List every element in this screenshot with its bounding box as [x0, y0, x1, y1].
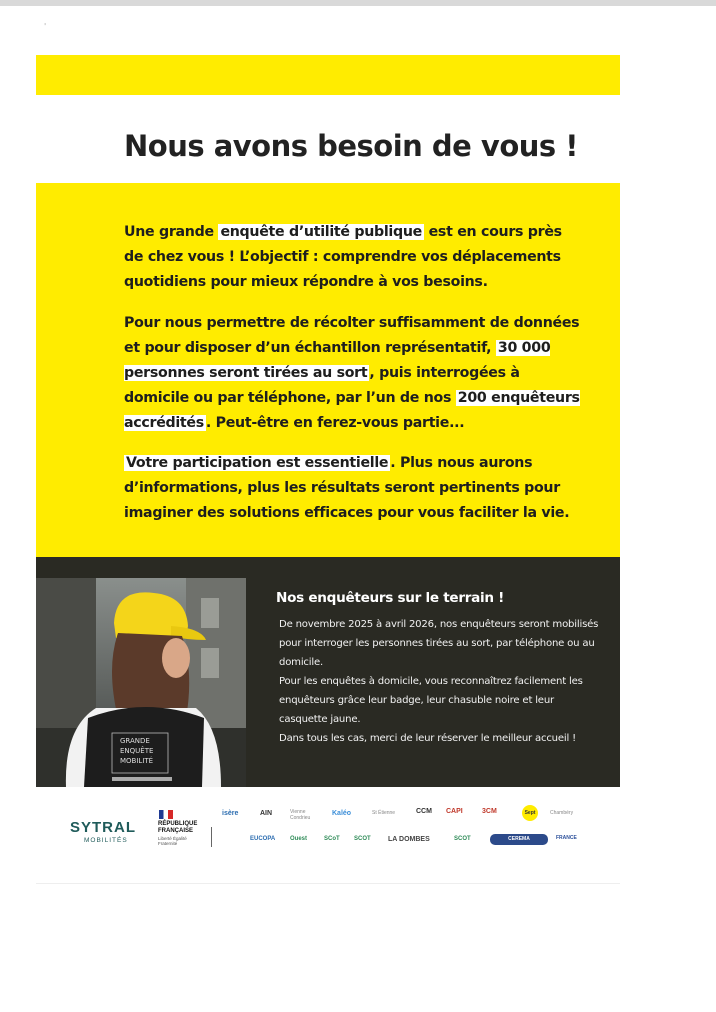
collect-text-1: Pour nous permettre de récolter suffisamment de données et pour disposer d’un échantillon représentatif, — [124, 315, 580, 356]
collect-highlight-1: 30 000 personnes seront tirées au sort — [124, 340, 551, 381]
intro-paragraph — [124, 220, 584, 295]
republique-motto: Liberté Égalité Fraternité — [158, 836, 187, 846]
collect-highlight-2: 200 enquêteurs accrédités — [124, 390, 580, 431]
scan-edge — [0, 0, 716, 6]
logo-isere: isère — [222, 810, 239, 817]
terrain-line-1: De novembre 2025 à avril 2026, nos enquêteurs seront mobilisés pour interroger les personnes tirées au sort, par téléphone ou au domicile. — [279, 619, 599, 668]
logo-vienne: Vienne Condrieu — [290, 809, 311, 821]
logo-ouest: Ouest — [290, 836, 308, 842]
page-title: Nous avons besoin de vous ! — [124, 129, 578, 163]
logo-st-etienne: St Étienne — [372, 810, 396, 816]
intro-highlight: enquête d’utilité publique — [220, 224, 422, 240]
participation-text: . Plus nous aurons d’informations, plus les résultats seront pertinents pour imaginer des solutions efficaces pour vous faciliter la vie. — [124, 455, 570, 521]
logo-cerema: CEREMA — [490, 834, 548, 845]
vest-text-1: GRANDE — [120, 737, 150, 745]
intro-text-1: Une grande — [124, 224, 219, 240]
logo-ccm: CCM — [416, 808, 432, 815]
logo-kaleo: Kaléo — [332, 810, 352, 817]
sytral-subtitle: MOBILITÉS — [84, 837, 128, 844]
sytral-logo: SYTRAL — [70, 819, 136, 836]
logo-la-dombes: LA DOMBES — [388, 836, 430, 843]
surveyor-illustration — [36, 578, 246, 787]
vest-text-2: ENQUÊTE — [120, 747, 154, 755]
logo-3cm: 3CM — [482, 808, 497, 815]
logo-scot-2: SCOT — [354, 836, 371, 842]
terrain-body — [279, 615, 604, 748]
terrain-line-3: Dans tous les cas, merci de leur réserver le meilleur accueil ! — [279, 733, 576, 744]
logo-sept: Sept — [522, 805, 538, 821]
logo-chambery: Chambéry — [550, 810, 574, 816]
participation-paragraph — [124, 451, 584, 526]
collect-paragraph — [124, 311, 584, 436]
page-bottom-edge — [36, 883, 620, 884]
terrain-line-2: Pour les enquêtes à domicile, vous reconnaîtrez facilement les enquêteurs grâce leur badge, leur chasuble noire et leur casquette jaune. — [279, 676, 583, 725]
logo-france: FRANCE — [556, 835, 577, 841]
logo-eucopa: EUCOPA — [250, 836, 276, 842]
collect-text-2: , puis interrogées à domicile ou par téléphone, par l’un de nos — [124, 365, 520, 406]
vest-text-3: MOBILITÉ — [120, 757, 154, 765]
republique-logo: RÉPUBLIQUE FRANÇAISE — [158, 821, 198, 834]
logo-scot-3: SCOT — [454, 836, 471, 842]
participation-highlight: Votre participation est essentielle — [126, 455, 389, 471]
logo-divider — [211, 827, 212, 847]
logo-ain: AIN — [260, 810, 273, 817]
french-flag-icon — [159, 810, 173, 819]
logo-scot-1: SCoT — [324, 836, 340, 842]
scan-mark: ' — [44, 22, 47, 31]
terrain-title: Nos enquêteurs sur le terrain ! — [276, 590, 505, 606]
collect-text-3: . Peut-être en ferez-vous partie... — [205, 415, 465, 431]
surveyor-photo — [36, 578, 246, 787]
intro-text-2: est en cours près de chez vous ! L’objectif : comprendre vos déplacements quotidiens pour mieux répondre à vos besoins. — [124, 224, 562, 290]
partner-logos — [36, 795, 620, 875]
logo-capi: CAPI — [446, 808, 463, 815]
flyer-page — [36, 55, 620, 883]
